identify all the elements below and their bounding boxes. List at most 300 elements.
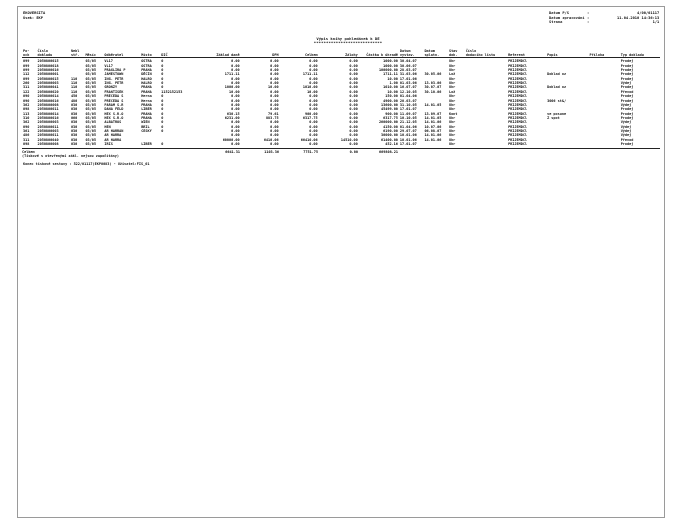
table-cell: 2050800014: [37, 94, 59, 99]
table-cell: 0: [161, 59, 164, 64]
table-cell: Úhr: [448, 68, 456, 73]
table-cell: 2050800003: [37, 81, 59, 86]
table-cell: 0.00: [309, 124, 318, 129]
table-cell: 0.00: [231, 81, 240, 86]
table-cell: PRIJEMDCl: [508, 76, 528, 81]
table-cell: 0: [161, 115, 164, 120]
table-cell: 6410.06: [263, 137, 279, 142]
table-cell: AR HARRA: [104, 137, 122, 142]
table-cell: Úhr: [448, 124, 456, 129]
table-cell: PRAHA: [141, 89, 152, 94]
table-cell: AR HARRA: [104, 133, 122, 138]
table-cell: 0: [161, 102, 164, 107]
table-cell: BRIL: [141, 124, 150, 129]
table-cell: 10.01.06: [399, 133, 417, 138]
table-cell: PRIJEMDCl: [508, 85, 528, 90]
table-cell: 486: [23, 133, 30, 138]
table-cell: 0.00: [270, 68, 279, 73]
table-cell: 260000.00: [378, 120, 398, 125]
table-cell: OSTRA: [141, 63, 152, 68]
table-cell: 13.03.06: [424, 81, 442, 86]
table-cell: 0.00: [270, 76, 279, 81]
table-cell: 2050800014: [37, 111, 59, 116]
table-cell: 0: [161, 107, 164, 112]
table-cell: 10.00: [268, 85, 279, 90]
table-cell: 6317.75: [383, 115, 398, 120]
column-header: Referent: [507, 53, 546, 58]
table-cell: 10.00: [387, 76, 398, 81]
table-cell: 0: [161, 85, 164, 90]
table-cell: 4150.00: [383, 124, 398, 129]
table-cell: 61400.00: [381, 137, 398, 142]
table-cell: PRIJEMDCl: [508, 120, 528, 125]
column-header: Měsíc: [84, 53, 103, 58]
table-cell: 0.00: [309, 133, 318, 138]
table-cell: WIEN: [141, 120, 150, 125]
table-cell: JAMESTOWN: [104, 72, 124, 77]
table-cell: 311: [23, 137, 30, 142]
table-cell: 0: [161, 63, 164, 68]
table-cell: Úhr: [448, 85, 456, 90]
report-title: Výpis knihy pohledávek k DE: [316, 36, 380, 41]
column-header: dok.: [448, 53, 465, 58]
table-cell: 0: [161, 141, 164, 146]
table-cell: Prodej: [620, 98, 634, 103]
table-cell: Úhr: [448, 107, 456, 112]
table-cell: 03/05: [85, 68, 96, 73]
table-cell: ALBATROS: [104, 120, 122, 125]
table-cell: PRIJEMDCl: [508, 63, 528, 68]
table-cell: Prodej: [620, 68, 634, 73]
table-cell: ING. PETR: [104, 76, 124, 81]
table-cell: 14.01.06: [424, 120, 442, 125]
table-cell: [546, 142, 588, 146]
table-cell: PRIJEMDCl: [508, 133, 528, 138]
column-header-top: Stav: [448, 49, 458, 53]
table-cell: HALRO: [141, 81, 152, 86]
column-header: DPH: [241, 53, 280, 58]
table-cell: 2050800015: [37, 76, 59, 81]
table-cell: Prodej: [620, 63, 634, 68]
table-cell: 2050800008: [37, 141, 59, 146]
table-cell: Úhr: [448, 115, 456, 120]
table-cell: Úhr: [448, 120, 456, 125]
table-cell: 090: [23, 124, 30, 129]
table-cell: PRECEDA S: [104, 94, 124, 99]
total-zaklad: 6641.31: [225, 150, 240, 154]
table-cell: 0.00: [231, 141, 240, 146]
receivables-table: [22, 49, 660, 146]
table-cell: 1000.00: [383, 59, 398, 64]
totals-separator: [22, 148, 660, 149]
table-cell: 110: [70, 76, 78, 81]
table-cell: 100000.00: [378, 68, 398, 73]
table-cell: ING. PETR: [104, 81, 124, 86]
table-cell: FRANTIŠEK: [104, 89, 124, 94]
table-cell: HEX S.R.O: [104, 115, 124, 120]
table-cell: 1711.11: [302, 72, 318, 77]
column-header-top: Číslo: [37, 49, 49, 53]
table-cell: 0.00: [231, 94, 240, 99]
table-cell: 03/05: [85, 107, 96, 112]
table-cell: VL17: [104, 63, 113, 68]
table-cell: Prodej: [620, 94, 634, 99]
table-cell: 0.00: [270, 120, 279, 125]
table-body: [22, 58, 660, 146]
table-cell: 28.03.07: [399, 68, 417, 73]
table-cell: 03/05: [85, 85, 96, 90]
table-cell: 03/05: [85, 59, 96, 64]
table-cell: 2050800003: [37, 120, 59, 125]
table-cell: 30.10.06: [424, 89, 442, 94]
table-cell: 03/05: [85, 76, 96, 81]
table-cell: Úhr: [448, 59, 456, 64]
table-cell: 0.00: [270, 81, 279, 86]
table-cell: 0.00: [309, 59, 318, 64]
table-cell: 0.00: [231, 98, 240, 103]
table-cell: 11.09.07: [399, 111, 417, 116]
table-cell: 2050800020: [37, 89, 59, 94]
table-cell: Prodej: [620, 111, 634, 116]
table-cell: 0.00: [309, 98, 318, 103]
table-cell: HEN: [104, 124, 111, 129]
table-cell: 17.01.07: [399, 107, 417, 112]
table-cell: 110: [70, 89, 78, 94]
table-cell: 17.01.07: [399, 141, 417, 146]
table-cell: 30.04.07: [399, 59, 417, 64]
table-cell: 03/05: [85, 124, 96, 129]
table-cell: PRIJEMDCl: [508, 94, 528, 99]
table-cell: GRONZY: [104, 85, 118, 90]
table-cell: 2050800016: [37, 68, 59, 73]
column-header-top: Datum: [399, 49, 411, 53]
header-value: 4/00/01117: [637, 11, 660, 15]
table-cell: 0.00: [349, 102, 358, 107]
table-cell: 0: [161, 124, 164, 129]
table-cell: Výdej: [620, 120, 632, 125]
table-cell: 030: [70, 102, 78, 107]
table-cell: PRECEDA S: [104, 98, 124, 103]
table-cell: IRIS: [104, 141, 113, 146]
header-label: Strana: [549, 20, 563, 25]
table-cell: Úhr: [448, 98, 456, 103]
table-cell: 0.00: [270, 124, 279, 129]
table-cell: 883.75: [265, 115, 279, 120]
table-cell: 0.00: [349, 107, 358, 112]
table-cell: 0.00: [349, 141, 358, 146]
table-cell: 030: [70, 107, 78, 112]
table-cell: 4900.00: [383, 98, 398, 103]
table-cell: 1010.00: [302, 85, 318, 90]
table-cell: 14.01.05: [424, 102, 442, 107]
table-cell: 150.00: [385, 94, 398, 99]
totals-label: Celkem: [22, 150, 35, 154]
table-cell: 2050800016: [37, 115, 59, 120]
table-cell: 0.00: [349, 128, 358, 133]
table-cell: 03/05: [85, 94, 96, 99]
table-cell: 030: [70, 141, 78, 146]
table-cell: Prodej: [620, 107, 634, 112]
table-cell: 0.00: [270, 89, 279, 94]
table-cell: 1010.00: [383, 85, 398, 90]
total-dph: 1103.36: [264, 150, 279, 154]
table-cell: 1152152153: [161, 89, 183, 94]
table-cell: 6317.75: [302, 115, 318, 120]
table-cell: 099: [23, 68, 30, 73]
table-cell: OSTRA: [141, 59, 152, 64]
table-cell: 0.00: [309, 141, 318, 146]
table-cell: 6190.00: [383, 128, 398, 133]
table-cell: 110: [70, 81, 78, 86]
total-castka: 669808.21: [379, 150, 398, 154]
table-cell: 0.00: [349, 68, 358, 73]
table-cell: 0.00: [309, 120, 318, 125]
table-cell: PRIJEMDCl: [508, 124, 528, 129]
table-cell: DANA FELD: [104, 107, 124, 112]
table-cell: 31.10.05: [399, 102, 417, 107]
report-page: [17, 6, 665, 518]
table-cell: 79.61: [268, 111, 279, 116]
table-cell: Prodej: [620, 115, 634, 120]
table-cell: PRIJEMDCl: [508, 141, 528, 146]
table-cell: 03/05: [85, 98, 96, 103]
table-cell: Lož: [448, 89, 456, 94]
table-cell: 0: [161, 120, 164, 125]
table-cell: 0.00: [231, 102, 240, 107]
table-cell: Prodej: [620, 85, 634, 90]
table-cell: PRIJEMDCl: [508, 68, 528, 73]
table-cell: 0.00: [231, 133, 240, 138]
table-cell: ČESKÝ: [141, 128, 152, 133]
table-cell: 0.00: [231, 76, 240, 81]
column-header: Popis: [546, 53, 588, 58]
table-cell: PARAM S.R: [104, 102, 124, 107]
table-cell: 2050800015: [37, 59, 59, 64]
table-cell: 10.07.06: [424, 124, 442, 129]
table-cell: PRAHA: [141, 102, 152, 107]
table-cell: 900.00: [304, 111, 318, 116]
table-cell: 14.01.06: [424, 133, 442, 138]
table-row: [22, 142, 660, 146]
table-cell: 30000.00: [381, 133, 398, 138]
table-cell: 2050800016: [37, 98, 59, 103]
column-header: DIČ: [160, 53, 193, 58]
table-cell: 0.00: [309, 63, 318, 68]
table-cell: 0.00: [231, 120, 240, 125]
table-cell: 1.00: [389, 81, 398, 86]
table-cell: Doklad oz: [547, 72, 567, 77]
column-header-top: Po-: [23, 49, 30, 53]
table-cell: 03/05: [85, 120, 96, 125]
report-header-left: [23, 11, 45, 20]
table-cell: 30.06.07: [399, 63, 417, 68]
table-cell: PRAHA: [141, 115, 152, 120]
report-footer: Konec tiskové sestavy : 522/01117(EKP0083) - Uživatel:FIS_01: [23, 162, 150, 166]
table-cell: Výdej: [620, 133, 632, 138]
table-cell: 122: [23, 89, 30, 94]
table-cell: 0.00: [270, 98, 279, 103]
table-cell: 030: [70, 111, 78, 116]
table-cell: Úhr: [448, 133, 456, 138]
table-cell: 10.00: [229, 89, 240, 94]
totals-note: (Tiskové s otevřenými zákl. nejsou započítány): [22, 154, 119, 159]
column-header: dokladu: [37, 53, 70, 58]
table-cell: 0.00: [231, 63, 240, 68]
table-cell: 0: [161, 68, 164, 73]
table-cell: 30.07.07: [424, 85, 442, 90]
table-cell: 0.00: [349, 76, 358, 81]
table-cell: 13.09.07: [424, 111, 442, 116]
table-cell: 0.00: [349, 111, 358, 116]
table-cell: 29.07.07: [399, 128, 417, 133]
table-cell: Prodej: [620, 141, 634, 146]
table-cell: 0.00: [349, 63, 358, 68]
table-cell: 10.01.06: [399, 137, 417, 142]
table-cell: 112: [23, 72, 30, 77]
table-cell: Úhr: [448, 128, 456, 133]
table-cell: Úhr: [448, 94, 456, 99]
table-cell: PRAHA: [141, 111, 152, 116]
table-cell: LIBER: [141, 141, 152, 146]
column-header: ock: [22, 53, 37, 58]
table-cell: PRAHA: [141, 68, 152, 73]
column-header: Typ dokladu: [620, 53, 660, 58]
table-cell: 2050800001: [37, 72, 59, 77]
table-cell: 2050800011: [37, 107, 59, 112]
table-cell: 0.00: [270, 128, 279, 133]
column-header: Částka k úhradě: [359, 53, 399, 58]
table-cell: 0.00: [349, 85, 358, 90]
column-header: vystav.: [399, 53, 424, 58]
table-cell: 362: [23, 102, 30, 107]
table-cell: Úhr: [448, 76, 456, 81]
table-cell: 310: [23, 115, 30, 120]
report-header-right: Datum P/S : 4/00/01117 Datum zpracování : 11.04.2010 14:36:13 Strana : 1/1: [549, 11, 660, 25]
table-cell: 0.00: [270, 63, 279, 68]
table-cell: 3006 st&/: [547, 98, 567, 103]
table-cell: DĚČÍN: [141, 72, 152, 77]
table-cell: Herna: [141, 98, 152, 103]
table-cell: 13600.00: [381, 102, 398, 107]
column-header: stř.: [70, 53, 85, 58]
table-cell: Úhr: [448, 63, 456, 68]
table-cell: 060: [70, 115, 78, 120]
table-cell: 06.08.07: [424, 128, 442, 133]
table-cell: 0.00: [309, 102, 318, 107]
table-cell: 0: [161, 98, 164, 103]
table-cell: 099: [23, 76, 30, 81]
column-header: Základ daně: [194, 53, 241, 58]
table-cell: 0.00: [309, 94, 318, 99]
report-title-underline: ****************************: [313, 40, 383, 46]
table-cell: 2050800011: [37, 133, 59, 138]
column-header-top: Nebl: [70, 49, 80, 53]
table-cell: 030: [70, 120, 78, 125]
table-cell: Úhr: [448, 102, 456, 107]
total-zalohy: 0.00: [349, 150, 358, 154]
table-cell: 450: [70, 94, 78, 99]
table-cell: 030: [70, 128, 78, 133]
column-header: splatn.: [423, 53, 448, 58]
column-header: Místo: [140, 53, 160, 58]
table-cell: 0.00: [270, 107, 279, 112]
table-cell: ve posune: [547, 111, 567, 116]
column-header: Celkem: [280, 53, 319, 58]
table-cell: 0: [161, 76, 164, 81]
table-cell: 60000.00: [222, 137, 240, 142]
table-cell: 0.00: [349, 115, 358, 120]
department: Úsek: EKP: [23, 15, 43, 20]
table-cell: 1000.00: [383, 63, 398, 68]
table-cell: PRIJEMDCl: [508, 98, 528, 103]
table-cell: 03/05: [85, 141, 96, 146]
table-cell: 45499.00: [381, 107, 398, 112]
header-label: Datum zpracování: [549, 15, 585, 20]
table-cell: PRIJEMDCl: [508, 102, 528, 107]
table-cell: 2050800003: [37, 128, 59, 133]
header-value: 1/1: [652, 20, 660, 25]
table-cell: Úhr: [448, 137, 456, 142]
table-cell: HEX S.R.O: [104, 111, 124, 116]
table-cell: PRIJEMDCl: [508, 81, 528, 86]
table-cell: 66410.06: [300, 137, 318, 142]
table-cell: 030: [70, 124, 78, 129]
table-cell: 03/05: [85, 63, 96, 68]
table-cell: 452.16: [385, 141, 398, 146]
table-cell: 03/05: [85, 102, 96, 107]
table-cell: Lož: [448, 72, 456, 77]
table-cell: 0.00: [270, 94, 279, 99]
table-header: [22, 49, 660, 58]
table-cell: 090: [23, 94, 30, 99]
table-cell: 01.03.06: [399, 81, 417, 86]
table-cell: 17.01.06: [399, 76, 417, 81]
table-cell: 1711.11: [383, 72, 398, 77]
table-cell: Výdej: [620, 124, 632, 129]
column-header: Zálohy: [319, 53, 359, 58]
column-header: dodacího listu: [465, 53, 507, 58]
table-cell: 0.00: [349, 81, 358, 86]
table-cell: 0.00: [349, 98, 358, 103]
table-cell: 20.03.07: [399, 98, 417, 103]
table-cell: 0: [161, 111, 164, 116]
table-cell: LIBER: [141, 107, 152, 112]
table-cell: 0.00: [270, 72, 279, 77]
table-cell: 098: [23, 141, 30, 146]
table-cell: 21.12.05: [399, 120, 417, 125]
table-cell: 0.00: [270, 133, 279, 138]
table-cell: 03/05: [85, 81, 96, 86]
table-cell: 2050800008: [37, 102, 59, 107]
table-cell: [465, 142, 507, 146]
table-cell: 31.03.06: [399, 72, 417, 77]
table-cell: 0.00: [231, 128, 240, 133]
table-cell: 0.00: [349, 124, 358, 129]
table-cell: Úhr: [448, 81, 456, 86]
table-cell: 0.00: [309, 81, 318, 86]
table-cell: 311: [23, 85, 30, 90]
table-cell: 099: [23, 63, 30, 68]
table-cell: 14.01.05: [424, 115, 442, 120]
table-cell: PRIJEMDCl: [508, 89, 528, 94]
table-cell: 260: [23, 81, 30, 86]
table-cell: 2050800041: [37, 85, 59, 90]
table-cell: Úhr: [448, 141, 456, 146]
totals-block: [22, 150, 660, 159]
table-cell: PRIJEMDCl: [508, 59, 528, 64]
table-cell: Výdej: [620, 128, 632, 133]
table-cell: 03/05: [85, 137, 96, 142]
